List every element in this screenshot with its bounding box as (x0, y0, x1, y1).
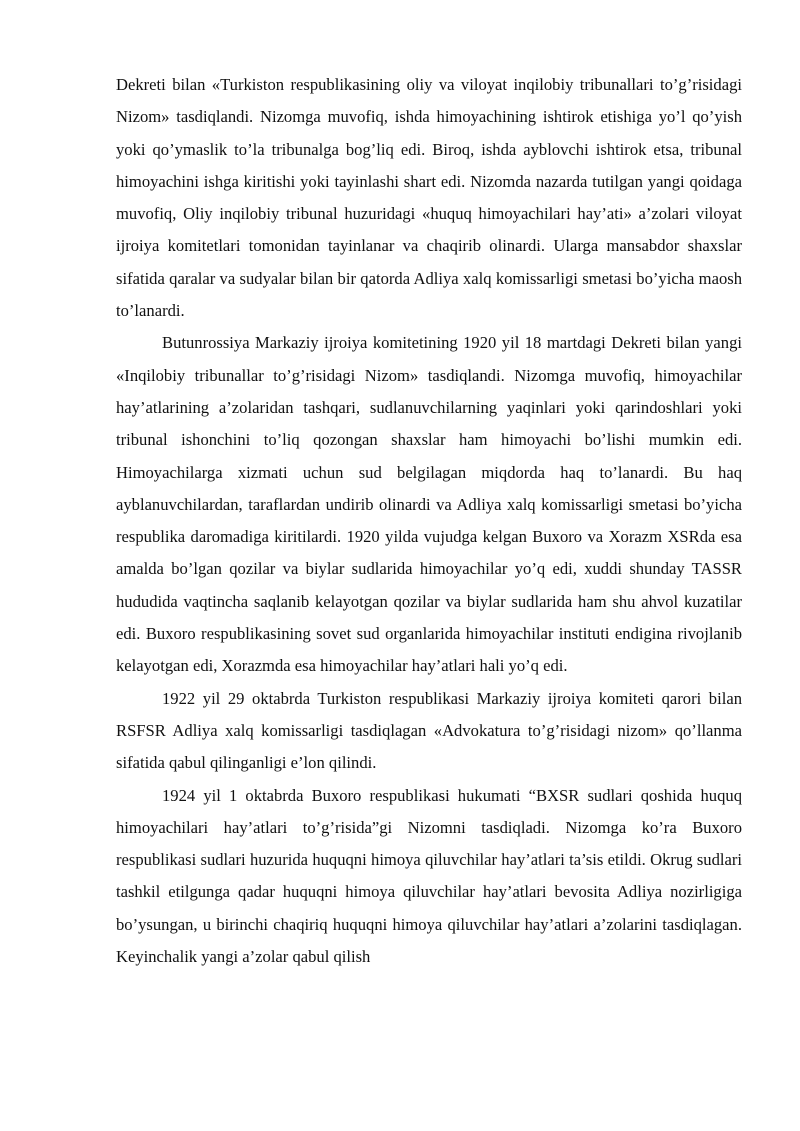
paragraph-3: 1922 yil 29 oktabrda Turkiston respublikasi Markaziy ijroiya komiteti qarori bilan RSFSR Adliya xalq komissarligi tasdiqlagan «Advokatura to’g’risidagi nizom» qo’llanma sifatida qabul qilinganligi e’lon qilindi. (116, 688, 742, 773)
paragraph-1: Dekreti bilan «Turkiston respublikasining oliy va viloyat inqilobiy tribunallari to’g’risidagi Nizom» tasdiqlandi. Nizomga muvofiq, ishda himoyachining ishtirok etishiga yo’l qo’yish yoki qo’ymaslik to’la tribunalga bog’liq edi. Biroq, ishda ayblovchi ishtirok etsa, tribunal himoyachini ishga kiritishi yoki tayinlashi shart edi. Nizomda nazarda tutilgan yangi qoidaga muvofiq, Oliy inqilobiy tribunal huzuridagi «huquq himoyachilari hay’ati» a’zolari viloyat ijroiya komitetlari tomonidan tayinlanar va chaqirib olinardi. Ularga mansabdor shaxslar sifatida qaralar va sudyalar bilan bir qatorda Adliya xalq komissarligi smetasi bo’yicha maosh to’lanardi. (116, 75, 742, 321)
paragraph-4: 1924 yil 1 oktabrda Buxoro respublikasi hukumati “BXSR sudlari qoshida huquq himoyachilari hay’atlari to’g’risida”gi Nizomni tasdiqladi. Nizomga ko’ra Buxoro respublikasi sudlari huzurida huquqni himoya qiluvchilar hay’atlari ta’sis etildi. Okrug sudlari tashkil etilgunga qadar huquqni himoya qiluvchilar hay’atlari bevosita Adliya nozirligiga bo’ysungan, u birinchi chaqiriq huquqni himoya qiluvchilar hay’atlari a’zolarini tasdiqlagan. Keyinchalik yangi a’zolar qabul qilish (116, 785, 742, 967)
document-body (116, 69, 742, 973)
paragraph-2: Butunrossiya Markaziy ijroiya komitetining 1920 yil 18 martdagi Dekreti bilan yangi «Inqilobiy tribunallar to’g’risidagi Nizom» tasdiqlandi. Nizomga muvofiq, himoyachilar hay’atlarining a’zolaridan tashqari, sudlanuvchilarning yaqinlari yoki qarindoshlari yoki tribunal ishonchini to’liq qozongan shaxslar ham himoyachi bo’lishi mumkin edi. Himoyachilarga xizmati uchun sud belgilagan miqdorda haq to’lanardi. Bu haq ayblanuvchilardan, taraflardan undirib olinardi va Adliya xalq komissarligi smetasi bo’yicha respublika daromadiga kiritilardi. 1920 yilda vujudga kelgan Buxoro va Xorazm XSRda esa amalda bo’lgan qozilar va biylar sudlarida himoyachilar yo’q edi, xuddi shunday TASSR hududida vaqtincha saqlanib kelayotgan qozilar va biylar sudlarida ham shu ahvol kuzatilar edi. Buxoro respublikasining sovet sud organlarida himoyachilar instituti endigina rivojlanib kelayotgan edi, Xorazmda esa himoyachilar hay’atlari hali yo’q edi. (116, 333, 742, 676)
